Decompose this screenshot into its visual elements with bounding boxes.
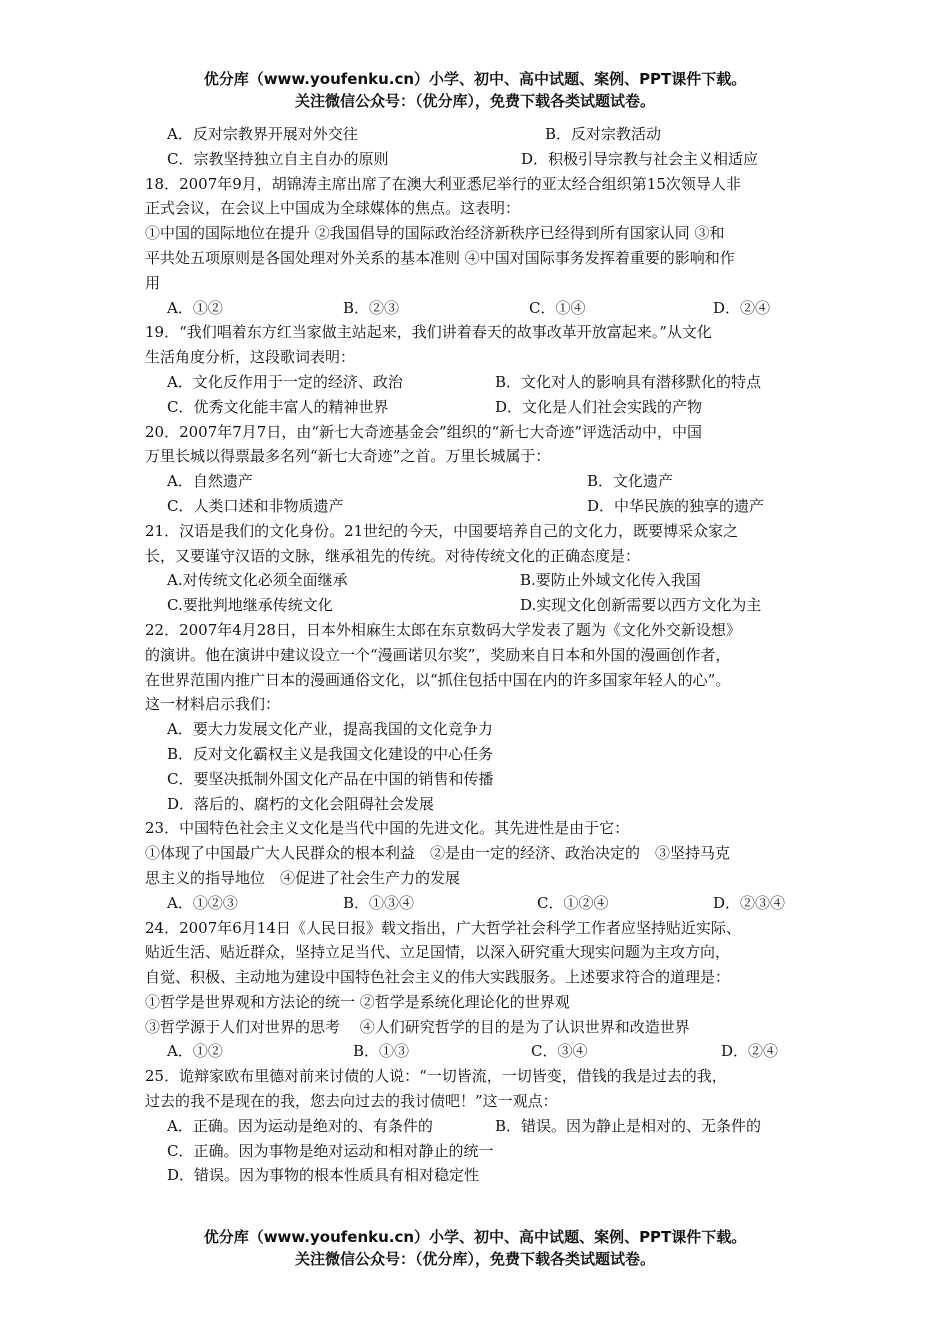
q22-stem-line-1: 22．2007年4月28日，日本外相麻生太郎在东京数码大学发表了题为《文化外交新设想》 bbox=[145, 620, 741, 639]
q17-option-d: D．积极引导宗教与社会主义相适应 bbox=[521, 149, 759, 168]
q18-stem-line-1: 18．2007年9月，胡锦涛主席出席了在澳大利亚悉尼举行的亚太经合组织第15次领导人非 bbox=[145, 174, 741, 193]
q18-option-b: B．②③ bbox=[343, 298, 400, 317]
q24-stem-line-2: 贴近生活、贴近群众，坚持立足当代、立足国情，以深入研究重大现实问题为主攻方向， bbox=[145, 943, 731, 962]
q20-options-row-1 bbox=[145, 469, 813, 494]
q20-option-a: A．自然遗产 bbox=[167, 472, 253, 491]
q21-option-c: C.要批判地继承传统文化 bbox=[167, 596, 333, 615]
q20-option-c: C．人类口述和非物质遗产 bbox=[167, 496, 344, 515]
page-header bbox=[0, 68, 950, 112]
q25-stem-line-1: 25．诡辩家欧布里德对前来讨债的人说：“一切皆流，一切皆变，借钱的我是过去的我， bbox=[145, 1067, 727, 1086]
page-footer bbox=[0, 1226, 950, 1270]
exam-content bbox=[145, 122, 813, 1188]
q22-option-d: D．落后的、腐朽的文化会阻碍社会发展 bbox=[167, 794, 435, 813]
q21-stem-line-2: 长，又要谨守汉语的文脉，继承祖先的传统。对待传统文化的正确态度是： bbox=[145, 546, 641, 565]
q18-option-a: A．①② bbox=[167, 298, 223, 317]
q24-stem-line-4: ①哲学是世界观和方法论的统一 ②哲学是系统化理论化的世界观 bbox=[145, 992, 570, 1011]
q17-option-c: C．宗教坚持独立自主自办的原则 bbox=[167, 149, 389, 168]
q23-options-row bbox=[145, 891, 813, 916]
q21-option-b: B.要防止外域文化传入我国 bbox=[520, 571, 701, 590]
q17-options-row-1 bbox=[145, 122, 813, 147]
q24-stem-line-5: ③哲学源于人们对世界的思考 ④人们研究哲学的目的是为了认识世界和改造世界 bbox=[145, 1017, 690, 1036]
q18-stem-line-2: 正式会议，在会议上中国成为全球媒体的焦点。这表明： bbox=[145, 199, 521, 218]
q22-option-b: B．反对文化霸权主义是我国文化建设的中心任务 bbox=[167, 744, 494, 763]
q17-option-a: A．反对宗教界开展对外交往 bbox=[167, 125, 358, 143]
q24-stem-line-3: 自觉、积极、主动地为建设中国特色社会主义的伟大实践服务。上述要求符合的道理是： bbox=[145, 968, 731, 987]
q19-options-row-2 bbox=[145, 395, 813, 420]
q22-option-c: C．要坚决抵制外国文化产品在中国的销售和传播 bbox=[167, 769, 494, 788]
q23-stem-line-1: 23．中国特色社会主义文化是当代中国的先进文化。其先进性是由于它： bbox=[145, 819, 630, 838]
q18-option-c: C．①④ bbox=[529, 298, 586, 317]
q23-option-c: C．①②④ bbox=[537, 893, 609, 912]
q21-option-a: A.对传统文化必须全面继承 bbox=[167, 571, 348, 590]
q25-option-a: A．正确。因为运动是绝对的、有条件的 bbox=[167, 1116, 433, 1135]
q24-option-a: A．①② bbox=[167, 1042, 223, 1061]
q20-option-b: B．文化遗产 bbox=[587, 472, 674, 491]
q25-options-row-1 bbox=[145, 1114, 813, 1139]
q18-options-row bbox=[145, 296, 813, 321]
q25-stem-line-2: 过去的我不是现在的我，您去向过去的我讨债吧！”这一观点： bbox=[145, 1092, 558, 1111]
header-line-2: 关注微信公众号：（优分库），免费下载各类试题试卷。 bbox=[294, 92, 655, 110]
footer-line-1: 优分库（www.youfenku.cn）小学、初中、高中试题、案例、PPT课件下载。 bbox=[203, 1228, 747, 1246]
q22-stem-line-2: 的演讲。他在演讲中建议设立一个“漫画诺贝尔奖”，奖励来自日本和外国的漫画创作者， bbox=[145, 645, 731, 664]
q19-option-c: C．优秀文化能丰富人的精神世界 bbox=[167, 397, 389, 416]
q24-options-row bbox=[145, 1039, 813, 1064]
q20-options-row-2 bbox=[145, 494, 813, 519]
q18-stem-line-3: ①中国的国际地位在提升 ②我国倡导的国际政治经济新秩序已经得到所有国家认同 ③和 bbox=[145, 224, 725, 243]
q20-stem-line-2: 万里长城以得票最多名列“新七大奇迹”之首。万里长城属于： bbox=[145, 447, 551, 466]
q19-option-d: D．文化是人们社会实践的产物 bbox=[495, 397, 703, 416]
q19-option-a: A．文化反作用于一定的经济、政治 bbox=[167, 372, 403, 391]
q21-options-row-2 bbox=[145, 593, 813, 618]
q21-options-row-1 bbox=[145, 568, 813, 593]
footer-line-2: 关注微信公众号：（优分库），免费下载各类试题试卷。 bbox=[294, 1250, 655, 1268]
q24-option-d: D．②④ bbox=[721, 1042, 779, 1061]
q24-stem-line-1: 24．2007年6月14日《人民日报》载文指出，广大哲学社会科学工作者应坚持贴近实际、 bbox=[145, 918, 741, 937]
q19-option-b: B．文化对人的影响具有潜移默化的特点 bbox=[495, 372, 762, 391]
q20-option-d: D．中华民族的独享的遗产 bbox=[587, 496, 765, 515]
q19-stem-line-1: 19．“我们唱着东方红当家做主站起来，我们讲着春天的故事改革开放富起来。”从文化 bbox=[145, 323, 712, 342]
q18-option-d: D．②④ bbox=[713, 298, 771, 317]
q22-stem-line-4: 这一材料启示我们： bbox=[145, 695, 281, 714]
q22-option-a: A．要大力发展文化产业，提高我国的文化竞争力 bbox=[167, 720, 493, 739]
q23-option-a: A．①②③ bbox=[167, 893, 238, 912]
q21-stem-line-1: 21．汉语是我们的文化身份。21世纪的今天，中国要培养自己的文化力，既要博采众家之 bbox=[145, 521, 739, 540]
q25-option-d: D．错误。因为事物的根本性质具有相对稳定性 bbox=[167, 1166, 480, 1185]
q23-option-d: D．②③④ bbox=[713, 893, 786, 912]
q23-option-b: B．①③④ bbox=[343, 893, 415, 912]
q18-stem-line-4: 平共处五项原则是各国处理对外关系的基本准则 ④中国对国际事务发挥着重要的影响和作 bbox=[145, 248, 735, 267]
q23-stem-line-3: 思主义的指导地位 ④促进了社会生产力的发展 bbox=[145, 868, 461, 887]
q19-options-row-1 bbox=[145, 370, 813, 395]
q24-option-b: B．①③ bbox=[353, 1042, 410, 1061]
header-line-1: 优分库（www.youfenku.cn）小学、初中、高中试题、案例、PPT课件下载。 bbox=[203, 70, 747, 88]
q22-stem-line-3: 在世界范围内推广日本的漫画通俗文化，以“抓住包括中国在内的许多国家年轻人的心”。 bbox=[145, 670, 731, 689]
q17-option-b: B．反对宗教活动 bbox=[545, 125, 662, 143]
q17-options-row-2 bbox=[145, 147, 813, 172]
q25-option-c: C．正确。因为事物是绝对运动和相对静止的统一 bbox=[167, 1141, 494, 1160]
q24-option-c: C．③④ bbox=[531, 1042, 588, 1061]
q19-stem-line-2: 生活角度分析，这段歌词表明： bbox=[145, 348, 356, 367]
q20-stem-line-1: 20．2007年7月7日，由“新七大奇迹基金会”组织的“新七大奇迹”评选活动中，中国 bbox=[145, 422, 703, 441]
q23-stem-line-2: ①体现了中国最广大人民群众的根本利益 ②是由一定的经济、政治决定的 ③坚持马克 bbox=[145, 844, 731, 863]
q25-option-b: B．错误。因为静止是相对的、无条件的 bbox=[495, 1116, 762, 1135]
q21-option-d: D.实现文化创新需要以西方文化为主 bbox=[520, 596, 762, 615]
q18-stem-line-5: 用 bbox=[145, 273, 161, 292]
